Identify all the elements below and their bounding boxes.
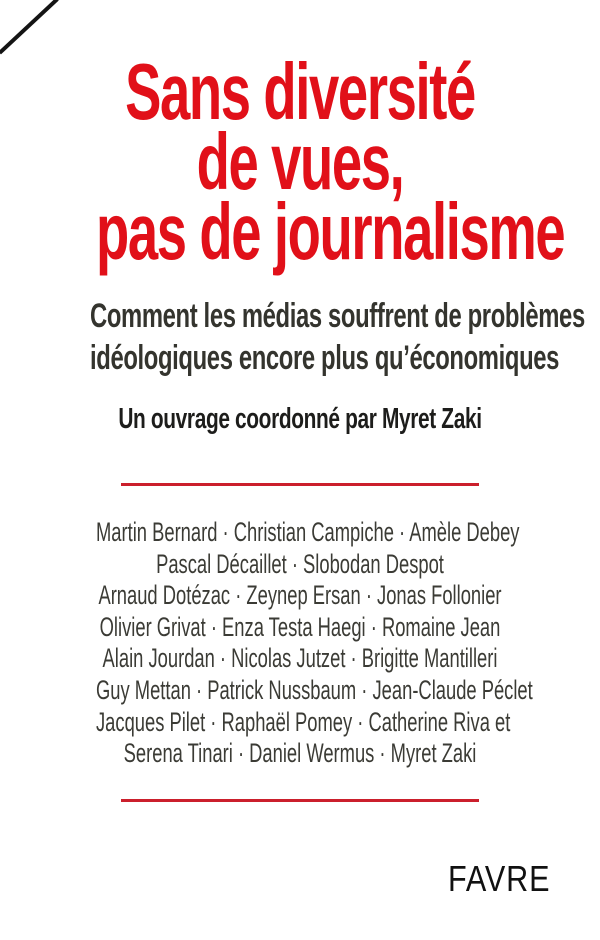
title-line-3: pas de journalisme: [96, 187, 565, 276]
subtitle-line-2: idéologiques encore plus qu’économiques: [90, 339, 560, 377]
contributors-line-2: Pascal Décaillet · Slobodan Despot: [156, 548, 444, 579]
publisher-logo: FAVRE: [447, 858, 550, 899]
contributors-line-8: Serena Tinari · Daniel Wermus · Myret Zaki: [123, 738, 477, 769]
coordinator-credit: [0, 398, 600, 440]
contributors-list: [0, 517, 600, 770]
title-line-1: Sans diversité: [125, 47, 475, 136]
contributors-line-4: Olivier Grivat · Enza Testa Haegi · Romaine Jean: [99, 611, 501, 642]
contributors-line-1: Martin Bernard · Christian Campiche · Amèle Debey: [96, 517, 520, 547]
red-divider-top: [121, 483, 479, 486]
contributors-line-7: Jacques Pilet · Raphaël Pomey · Catherine Riva et: [96, 706, 511, 737]
red-divider-bottom: [121, 799, 479, 802]
contributors-line-6: Guy Mettan · Patrick Nussbaum · Jean-Claude Péclet: [96, 674, 533, 705]
title-line-2: de vues,: [196, 117, 404, 206]
corner-slash-decoration: [0, 0, 59, 54]
contributors-line-5: Alain Jourdan · Nicolas Jutzet · Brigitte Mantilleri: [102, 643, 498, 674]
contributors-line-3: Arnaud Dotézac · Zeynep Ersan · Jonas Follonier: [98, 580, 502, 611]
book-title: [0, 47, 600, 276]
book-subtitle: [0, 295, 600, 379]
coordinator-line: Un ouvrage coordonné par Myret Zaki: [118, 403, 482, 435]
subtitle-line-1: Comment les médias souffrent de problèmes: [90, 297, 585, 335]
